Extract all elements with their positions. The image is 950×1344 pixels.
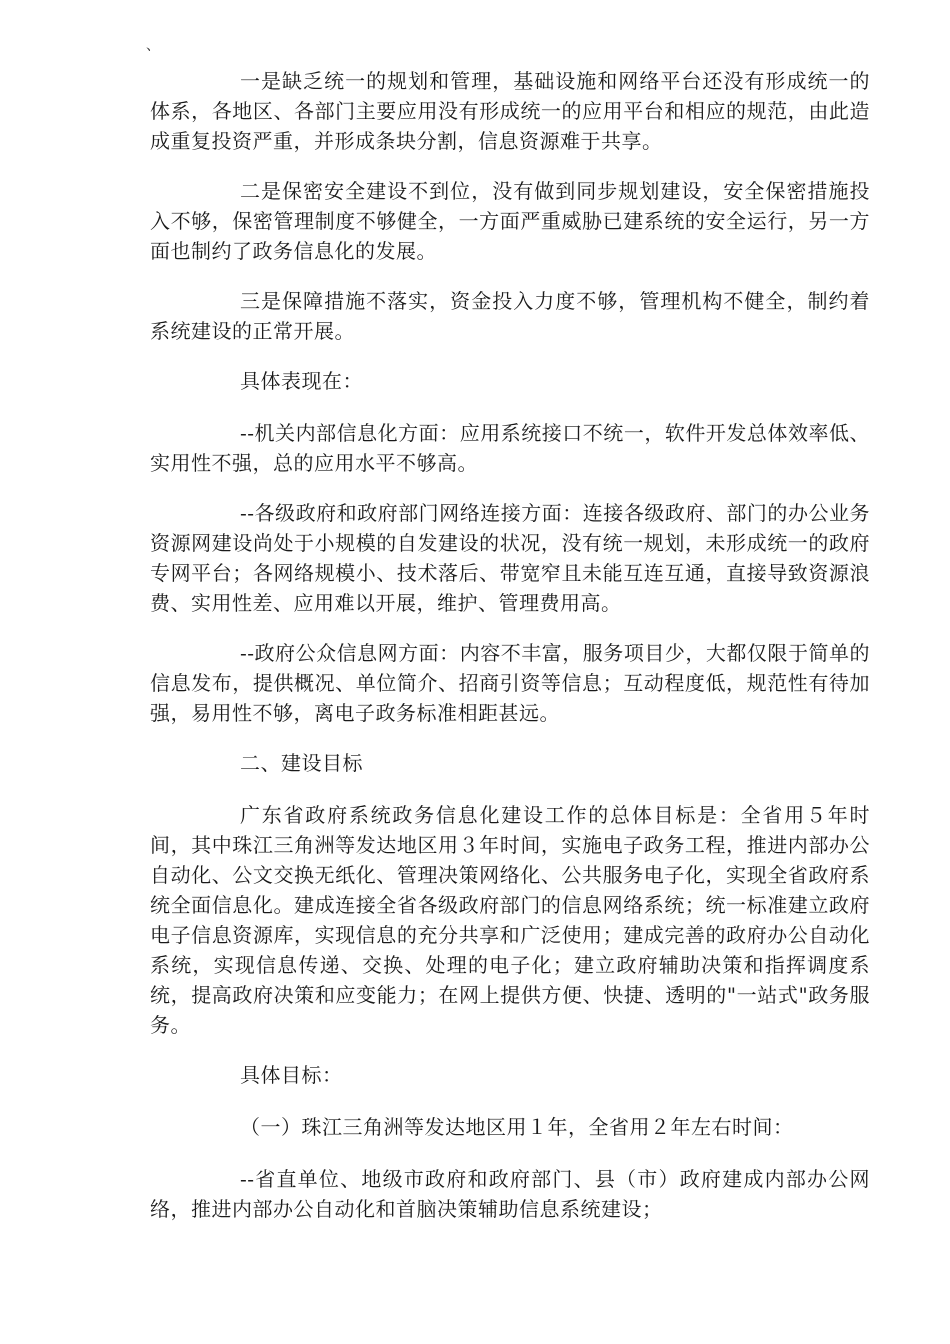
paragraph-goal-item-1: （一）珠江三角洲等发达地区用１年，全省用２年左右时间：: [240, 1115, 794, 1139]
paragraph-network-connection: --各级政府和政府部门网络连接方面：连接各级政府、部门的办公业务资源网建设尚处于小规模的自发建设的状况，没有统一规划，未形成统一的政府专网平台；各网络规模小、技术落后、带宽窄且未能互连互通，直接导致资源浪费、实用性差、应用难以开展，维护、管理费用高。: [150, 501, 870, 615]
paragraph-specific-goals-heading: 具体目标：: [240, 1063, 343, 1087]
paragraph-problem-2: 二是保密安全建设不到位，没有做到同步规划建设，安全保密措施投入不够，保密管理制度不够健全，一方面严重威胁已建系统的安全运行，另一方面也制约了政务信息化的发展。: [150, 179, 870, 263]
paragraph-goal-subitem: --省直单位、地级市政府和政府部门、县（市）政府建成内部办公网络，推进内部办公自动化和首脑决策辅助信息系统建设；: [150, 1167, 870, 1221]
paragraph-overall-goal: 广东省政府系统政务信息化建设工作的总体目标是：全省用５年时间，其中珠江三角洲等发达地区用３年时间，实施电子政务工程，推进内部办公自动化、公文交换无纸化、管理决策网络化、公共服务电子化，实现全省政府系统全面信息化。建成连接全省各级政府部门的信息网络系统；统一标准建立政府电子信息资源库，实现信息的充分共享和广泛使用；建成完善的政府办公自动化系统，实现信息传递、交换、处理的电子化；建立政府辅助决策和指挥调度系统，提高政府决策和应变能力；在网上提供方便、快捷、透明的"一站式"政务服务。: [150, 803, 870, 1037]
paragraph-public-network: --政府公众信息网方面：内容不丰富，服务项目少，大都仅限于简单的信息发布，提供概况、单位简介、招商引资等信息；互动程度低，规范性有待加强，易用性不够，离电子政务标准相距甚远。: [150, 641, 870, 725]
section-heading-goals: 二、建设目标: [240, 751, 363, 775]
paragraph-specific-heading: 具体表现在：: [240, 369, 363, 393]
paragraph-problem-3: 三是保障措施不落实，资金投入力度不够，管理机构不健全，制约着系统建设的正常开展。: [150, 289, 870, 343]
paragraph-problem-1: 一是缺乏统一的规划和管理，基础设施和网络平台还没有形成统一的体系，各地区、各部门主要应用没有形成统一的应用平台和相应的规范，由此造成重复投资严重，并形成条块分割，信息资源难于共享。: [150, 69, 870, 153]
corner-mark: 、: [146, 38, 160, 54]
paragraph-internal-informatization: --机关内部信息化方面：应用系统接口不统一，软件开发总体效率低、实用性不强，总的应用水平不够高。: [150, 421, 870, 475]
document-body: [150, 66, 870, 1244]
